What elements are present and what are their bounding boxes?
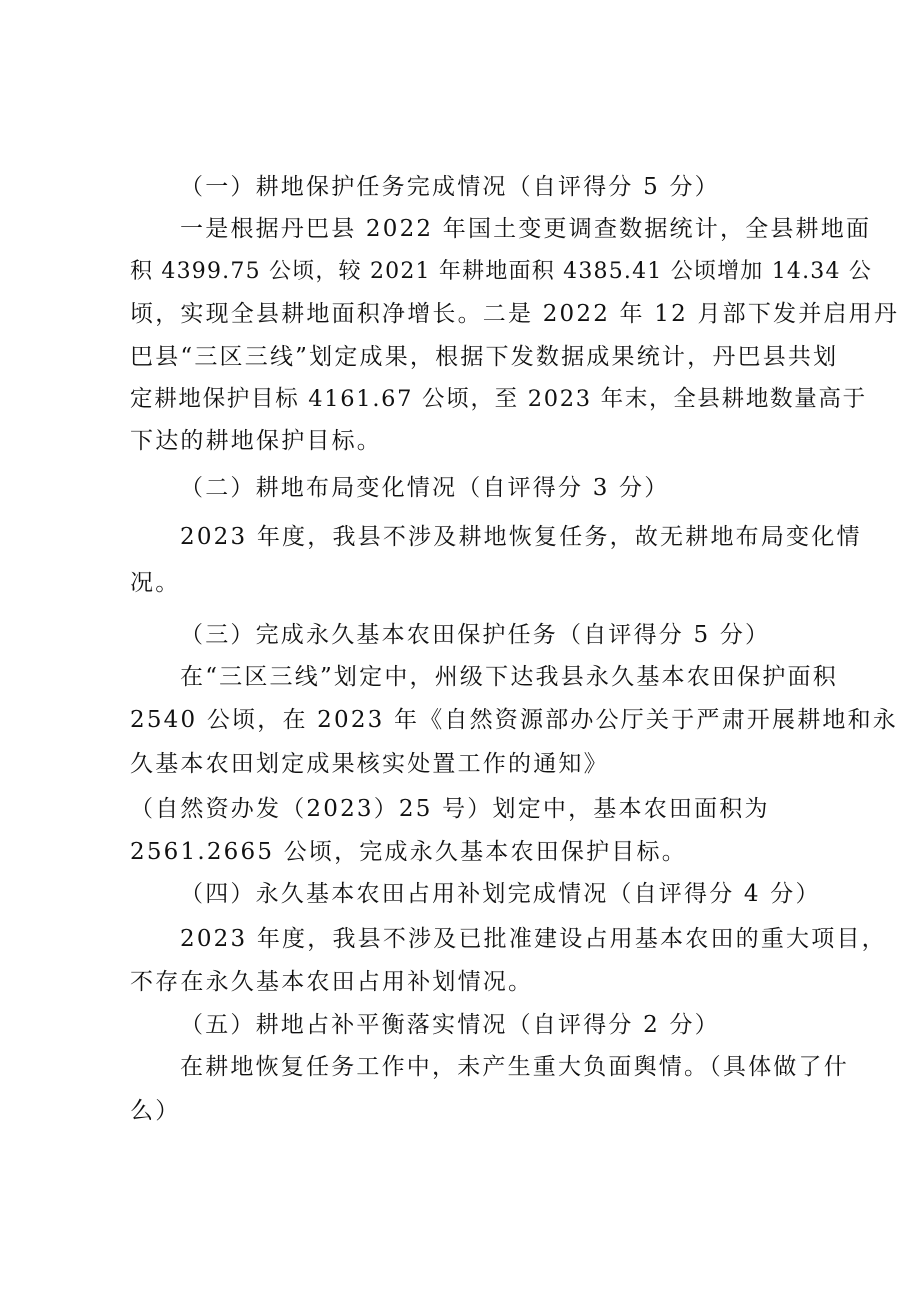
section-5-heading: （五）耕地占补平衡落实情况（自评得分 2 分） (180, 1012, 720, 1038)
section-1-paragraph-line: 定耕地保护目标 4161.67 公顷，至 2023 年末，全县耕地数量高于 (130, 386, 867, 412)
section-2-heading: （二）耕地布局变化情况（自评得分 3 分） (180, 475, 670, 501)
section-1-paragraph-line: 下达的耕地保护目标。 (130, 428, 382, 454)
section-3-paragraph-line: 在“三区三线”划定中，州级下达我县永久基本农田保护面积 (180, 664, 838, 690)
section-3-paragraph-line: 久基本农田划定成果核实处置工作的通知》 (130, 751, 609, 777)
section-1-heading: （一）耕地保护任务完成情况（自评得分 5 分） (180, 174, 720, 200)
section-4-paragraph-line: 不存在永久基本农田占用补划情况。 (130, 969, 534, 995)
section-3-paragraph-line: 2561.2665 公顷，完成永久基本农田保护目标。 (130, 839, 687, 865)
section-5-paragraph-line: 么） (130, 1098, 181, 1124)
section-3-paragraph-line: 2540 公顷，在 2023 年《自然资源部办公厅关于严肃开展耕地和永 (130, 707, 898, 733)
section-3-paragraph-line: （自然资办发（2023）25 号）划定中，基本农田面积为 (130, 796, 770, 822)
section-1-paragraph-line: 巴县“三区三线”划定成果，根据下发数据成果统计，丹巴县共划 (130, 344, 839, 370)
section-1-paragraph-line: 一是根据丹巴县 2022 年国土变更调查数据统计，全县耕地面 (180, 216, 872, 242)
section-5-paragraph-line: 在耕地恢复任务工作中，未产生重大负面舆情。（具体做了什 (180, 1054, 849, 1080)
section-1-paragraph-line: 顷，实现全县耕地面积净增长。二是 2022 年 12 月部下发并启用丹 (130, 301, 900, 327)
section-3-heading: （三）完成永久基本农田保护任务（自评得分 5 分） (180, 622, 771, 648)
section-2-paragraph-line: 2023 年度，我县不涉及耕地恢复任务，故无耕地布局变化情 (180, 524, 862, 550)
section-4-paragraph-line: 2023 年度，我县不涉及已批准建设占用基本农田的重大项目， (180, 926, 887, 952)
section-4-heading: （四）永久基本农田占用补划完成情况（自评得分 4 分） (180, 881, 821, 907)
section-1-paragraph-line: 积 4399.75 公顷，较 2021 年耕地面积 4385.41 公顷增加 14.34 公 (130, 259, 873, 284)
section-2-paragraph-line: 况。 (130, 570, 181, 596)
